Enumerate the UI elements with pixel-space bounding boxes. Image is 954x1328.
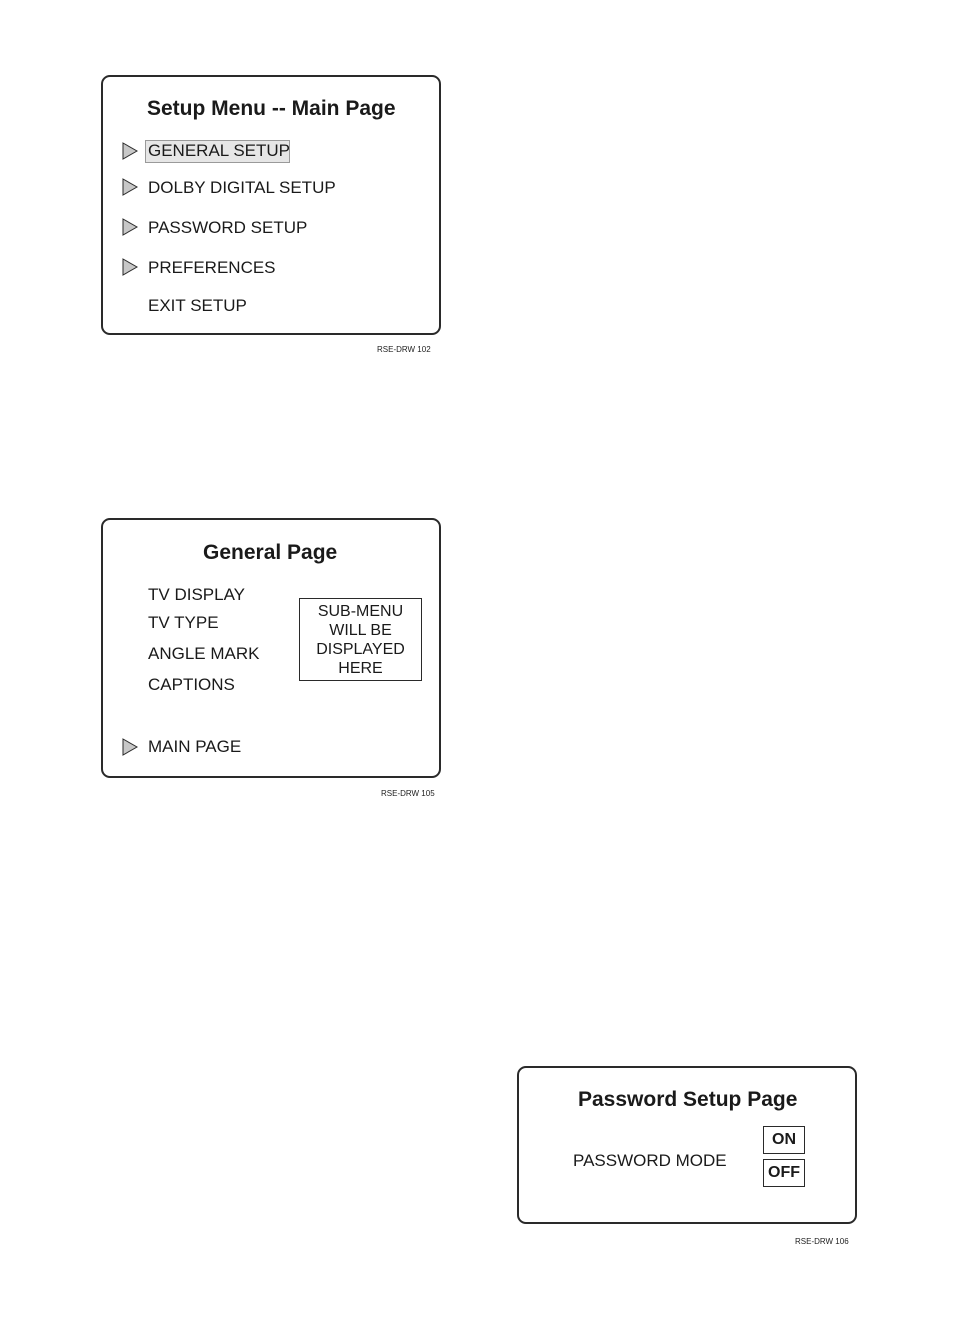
option-on-button[interactable]: ON — [763, 1126, 805, 1154]
menu-item-dolby-digital-setup[interactable]: DOLBY DIGITAL SETUP — [148, 178, 336, 197]
menu-item-main-page[interactable]: MAIN PAGE — [148, 737, 242, 756]
submenu-line: DISPLAYED — [316, 640, 405, 658]
panel-title: Password Setup Page — [578, 1088, 798, 1111]
menu-item-general-setup[interactable]: GENERAL SETUP — [148, 141, 291, 160]
menu-item-captions[interactable]: CAPTIONS — [148, 675, 235, 694]
right-triangle-icon — [122, 178, 138, 196]
panel-title: Setup Menu -- Main Page — [147, 97, 396, 120]
panel-title: General Page — [203, 541, 338, 564]
figure-caption: RSE-DRW 105 — [381, 789, 435, 798]
option-off-button[interactable]: OFF — [763, 1159, 805, 1187]
password-mode-label: PASSWORD MODE — [573, 1151, 727, 1170]
right-triangle-icon — [122, 142, 138, 160]
menu-item-exit-setup[interactable]: EXIT SETUP — [148, 296, 247, 315]
submenu-placeholder — [299, 598, 422, 681]
menu-item-angle-mark[interactable]: ANGLE MARK — [148, 644, 260, 663]
figure-caption: RSE-DRW 106 — [795, 1237, 849, 1246]
password-setup-panel — [517, 1066, 857, 1224]
submenu-line: SUB-MENU — [317, 602, 404, 620]
figure-caption: RSE-DRW 102 — [377, 345, 431, 354]
right-triangle-icon — [122, 258, 138, 276]
menu-item-password-setup[interactable]: PASSWORD SETUP — [148, 218, 308, 237]
right-triangle-icon — [122, 218, 138, 236]
general-page-panel — [101, 518, 441, 778]
menu-item-tv-type[interactable]: TV TYPE — [148, 613, 219, 632]
menu-item-preferences[interactable]: PREFERENCES — [148, 258, 276, 277]
submenu-line: HERE — [338, 659, 383, 677]
setup-main-menu-panel — [101, 75, 441, 335]
menu-item-tv-display[interactable]: TV DISPLAY — [148, 585, 245, 604]
submenu-line: WILL BE — [329, 621, 392, 639]
right-triangle-icon — [122, 738, 138, 756]
